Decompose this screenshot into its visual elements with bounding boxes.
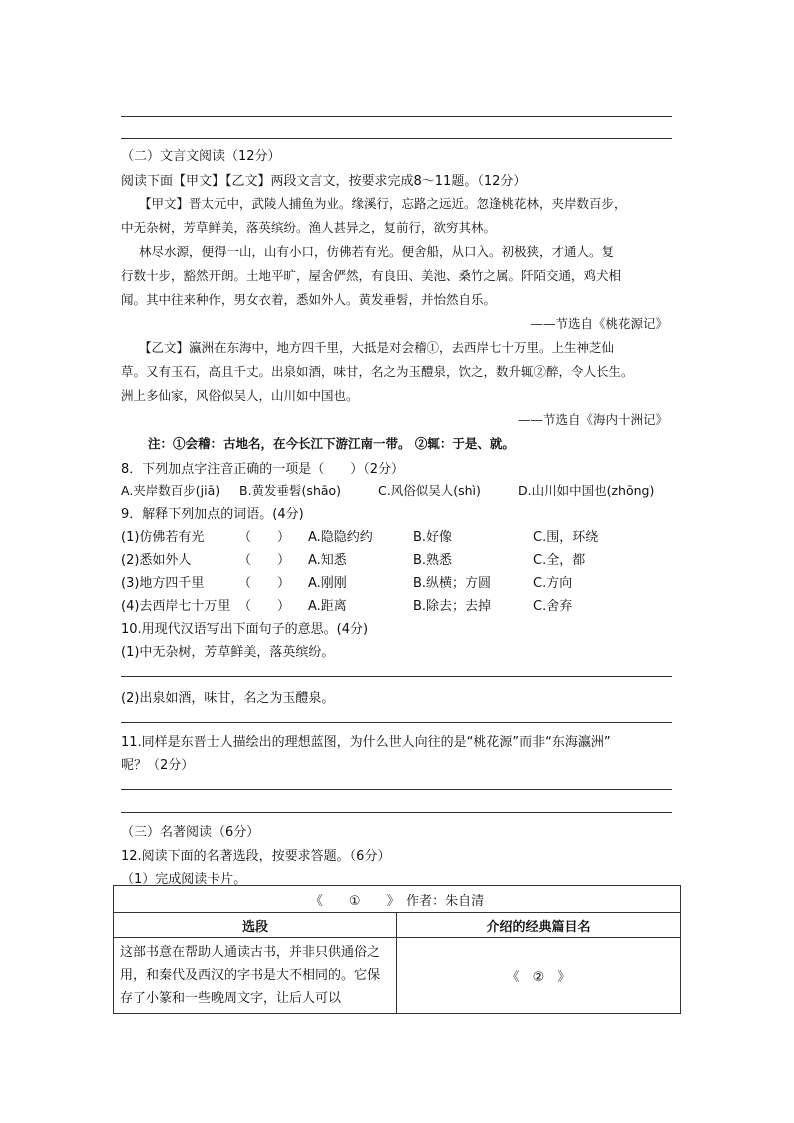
q9-item-4: (4)去西岸七十万里 (121, 599, 231, 614)
section2-heading: （二）文言文阅读（12分） (121, 149, 281, 164)
q12-sub1: （1）完成阅读卡片。 (121, 872, 247, 887)
footnote: 注：①会稽：古地名，在今长江下游江南一带。 ②辄：于是、就。 (148, 436, 515, 451)
q11-line-1: 11.同样是东晋士人描绘出的理想蓝图，为什么世人向往的是“桃花源”而非“东海瀛洲” (121, 735, 611, 750)
q9-opt-4a: A.距离 (308, 599, 347, 614)
q11-answer-line-2[interactable] (121, 812, 672, 813)
q8-stem: 8．下列加点字注音正确的一项是（ ）（2分） (121, 462, 405, 477)
section2-intro: 阅读下面【甲文】【乙文】两段文言文，按要求完成8～11题。（12分） (121, 174, 527, 189)
q9-opt-2c: C.全，都 (533, 553, 586, 568)
jia-line-5: 闻。其中往来种作，男女衣着，悉如外人。黄发垂髫，并怡然自乐。 (121, 292, 497, 307)
q10-stem: 10.用现代汉语写出下面句子的意思。(4分) (121, 622, 369, 637)
q10-answer-line-2[interactable] (121, 722, 672, 723)
jia-line-4: 行数十步，豁然开朗。土地平旷，屋舍俨然，有良田、美池、桑竹之属。阡陌交通，鸡犬相 (121, 268, 622, 283)
q10-sentence-2: (2)出泉如酒，味甘，名之为玉醴泉。 (121, 691, 335, 706)
jia-line-1: 【甲文】晋太元中，武陵人捕鱼为业。缘溪行，忘路之远近。忽逢桃花林，夹岸数百步， (139, 196, 627, 211)
card-col-title-header: 介绍的经典篇目名 (397, 913, 681, 938)
q9-blank-1[interactable]: （ ） (238, 530, 291, 545)
q9-opt-2b: B.熟悉 (413, 553, 453, 568)
jia-source: ——节选自《桃花源记》 (530, 316, 668, 331)
q9-opt-3b: B.纵横；方圆 (413, 576, 492, 591)
section3-heading: （三）名著阅读（6分） (121, 825, 260, 840)
q8-option-d: D.山川如中国也(zhōng) (518, 483, 655, 498)
q8-option-b: B.黄发垂髫(shāo) (239, 483, 342, 498)
q9-blank-2[interactable]: （ ） (238, 553, 291, 568)
q9-blank-4[interactable]: （ ） (238, 599, 291, 614)
card-excerpt: 这部书意在帮助人通读古书，并非只供通俗之用，和秦代及西汉的字书是大不相同的。它保存了小篆和一些晚周文字，让后人可以 (114, 938, 397, 1014)
q9-opt-3c: C.方向 (533, 576, 573, 591)
card-answer-blank[interactable]: 《 ② 》 (397, 938, 681, 1014)
q8-option-a: A.夹岸数百步(jiā) (121, 483, 221, 498)
q9-opt-4c: C.舍弃 (533, 599, 573, 614)
top-rule-2 (121, 138, 672, 139)
q12-stem: 12.阅读下面的名著选段，按要求答题。（6分） (121, 849, 391, 864)
q9-opt-1a: A.隐隐约约 (308, 530, 373, 545)
q9-opt-1c: C.围，环绕 (533, 530, 599, 545)
card-col-excerpt-header: 选段 (114, 913, 397, 938)
q9-opt-4b: B.除去；去掉 (413, 599, 492, 614)
q9-item-1: (1)仿佛若有光 (121, 530, 205, 545)
top-rule-1 (121, 116, 672, 117)
q10-sentence-1: (1)中无杂树，芳草鲜美，落英缤纷。 (121, 645, 335, 660)
jia-line-3: 林尽水源，便得一山，山有小口，仿佛若有光。便舍船，从口入。初极狭，才通人。复 (139, 244, 615, 259)
q9-item-3: (3)地方四千里 (121, 576, 205, 591)
q9-opt-2a: A.知悉 (308, 553, 347, 568)
q9-stem: 9．解释下列加点的词语。(4分) (121, 507, 304, 522)
q11-answer-line-1[interactable] (121, 789, 672, 790)
q8-option-c: C.风俗似吴人(shì) (378, 483, 481, 498)
q9-blank-3[interactable]: （ ） (238, 576, 291, 591)
q9-opt-3a: A.刚刚 (308, 576, 347, 591)
q9-opt-1b: B.好像 (413, 530, 453, 545)
q9-item-2: (2)悉如外人 (121, 553, 192, 568)
jia-line-2: 中无杂树，芳草鲜美，落英缤纷。渔人甚异之，复前行，欲穷其林。 (121, 220, 497, 235)
yi-line-2: 草。又有玉石，高且千丈。出泉如酒，味甘，名之为玉醴泉，饮之，数升辄②醉，令人长生。 (121, 364, 634, 379)
reading-card (113, 885, 681, 1014)
yi-source: ——节选自《海内十洲记》 (517, 412, 668, 427)
q11-line-2: 呢？（2分） (121, 758, 195, 773)
q10-answer-line-1[interactable] (121, 676, 672, 677)
card-title: 《 ① 》 作者：朱自清 (114, 886, 681, 913)
yi-line-3: 洲上多仙家，风俗似吴人，山川如中国也。 (121, 388, 359, 403)
yi-line-1: 【乙文】瀛洲在东海中，地方四千里，大抵是对会稽①，去西岸七十万里。上生神芝仙 (139, 340, 615, 355)
